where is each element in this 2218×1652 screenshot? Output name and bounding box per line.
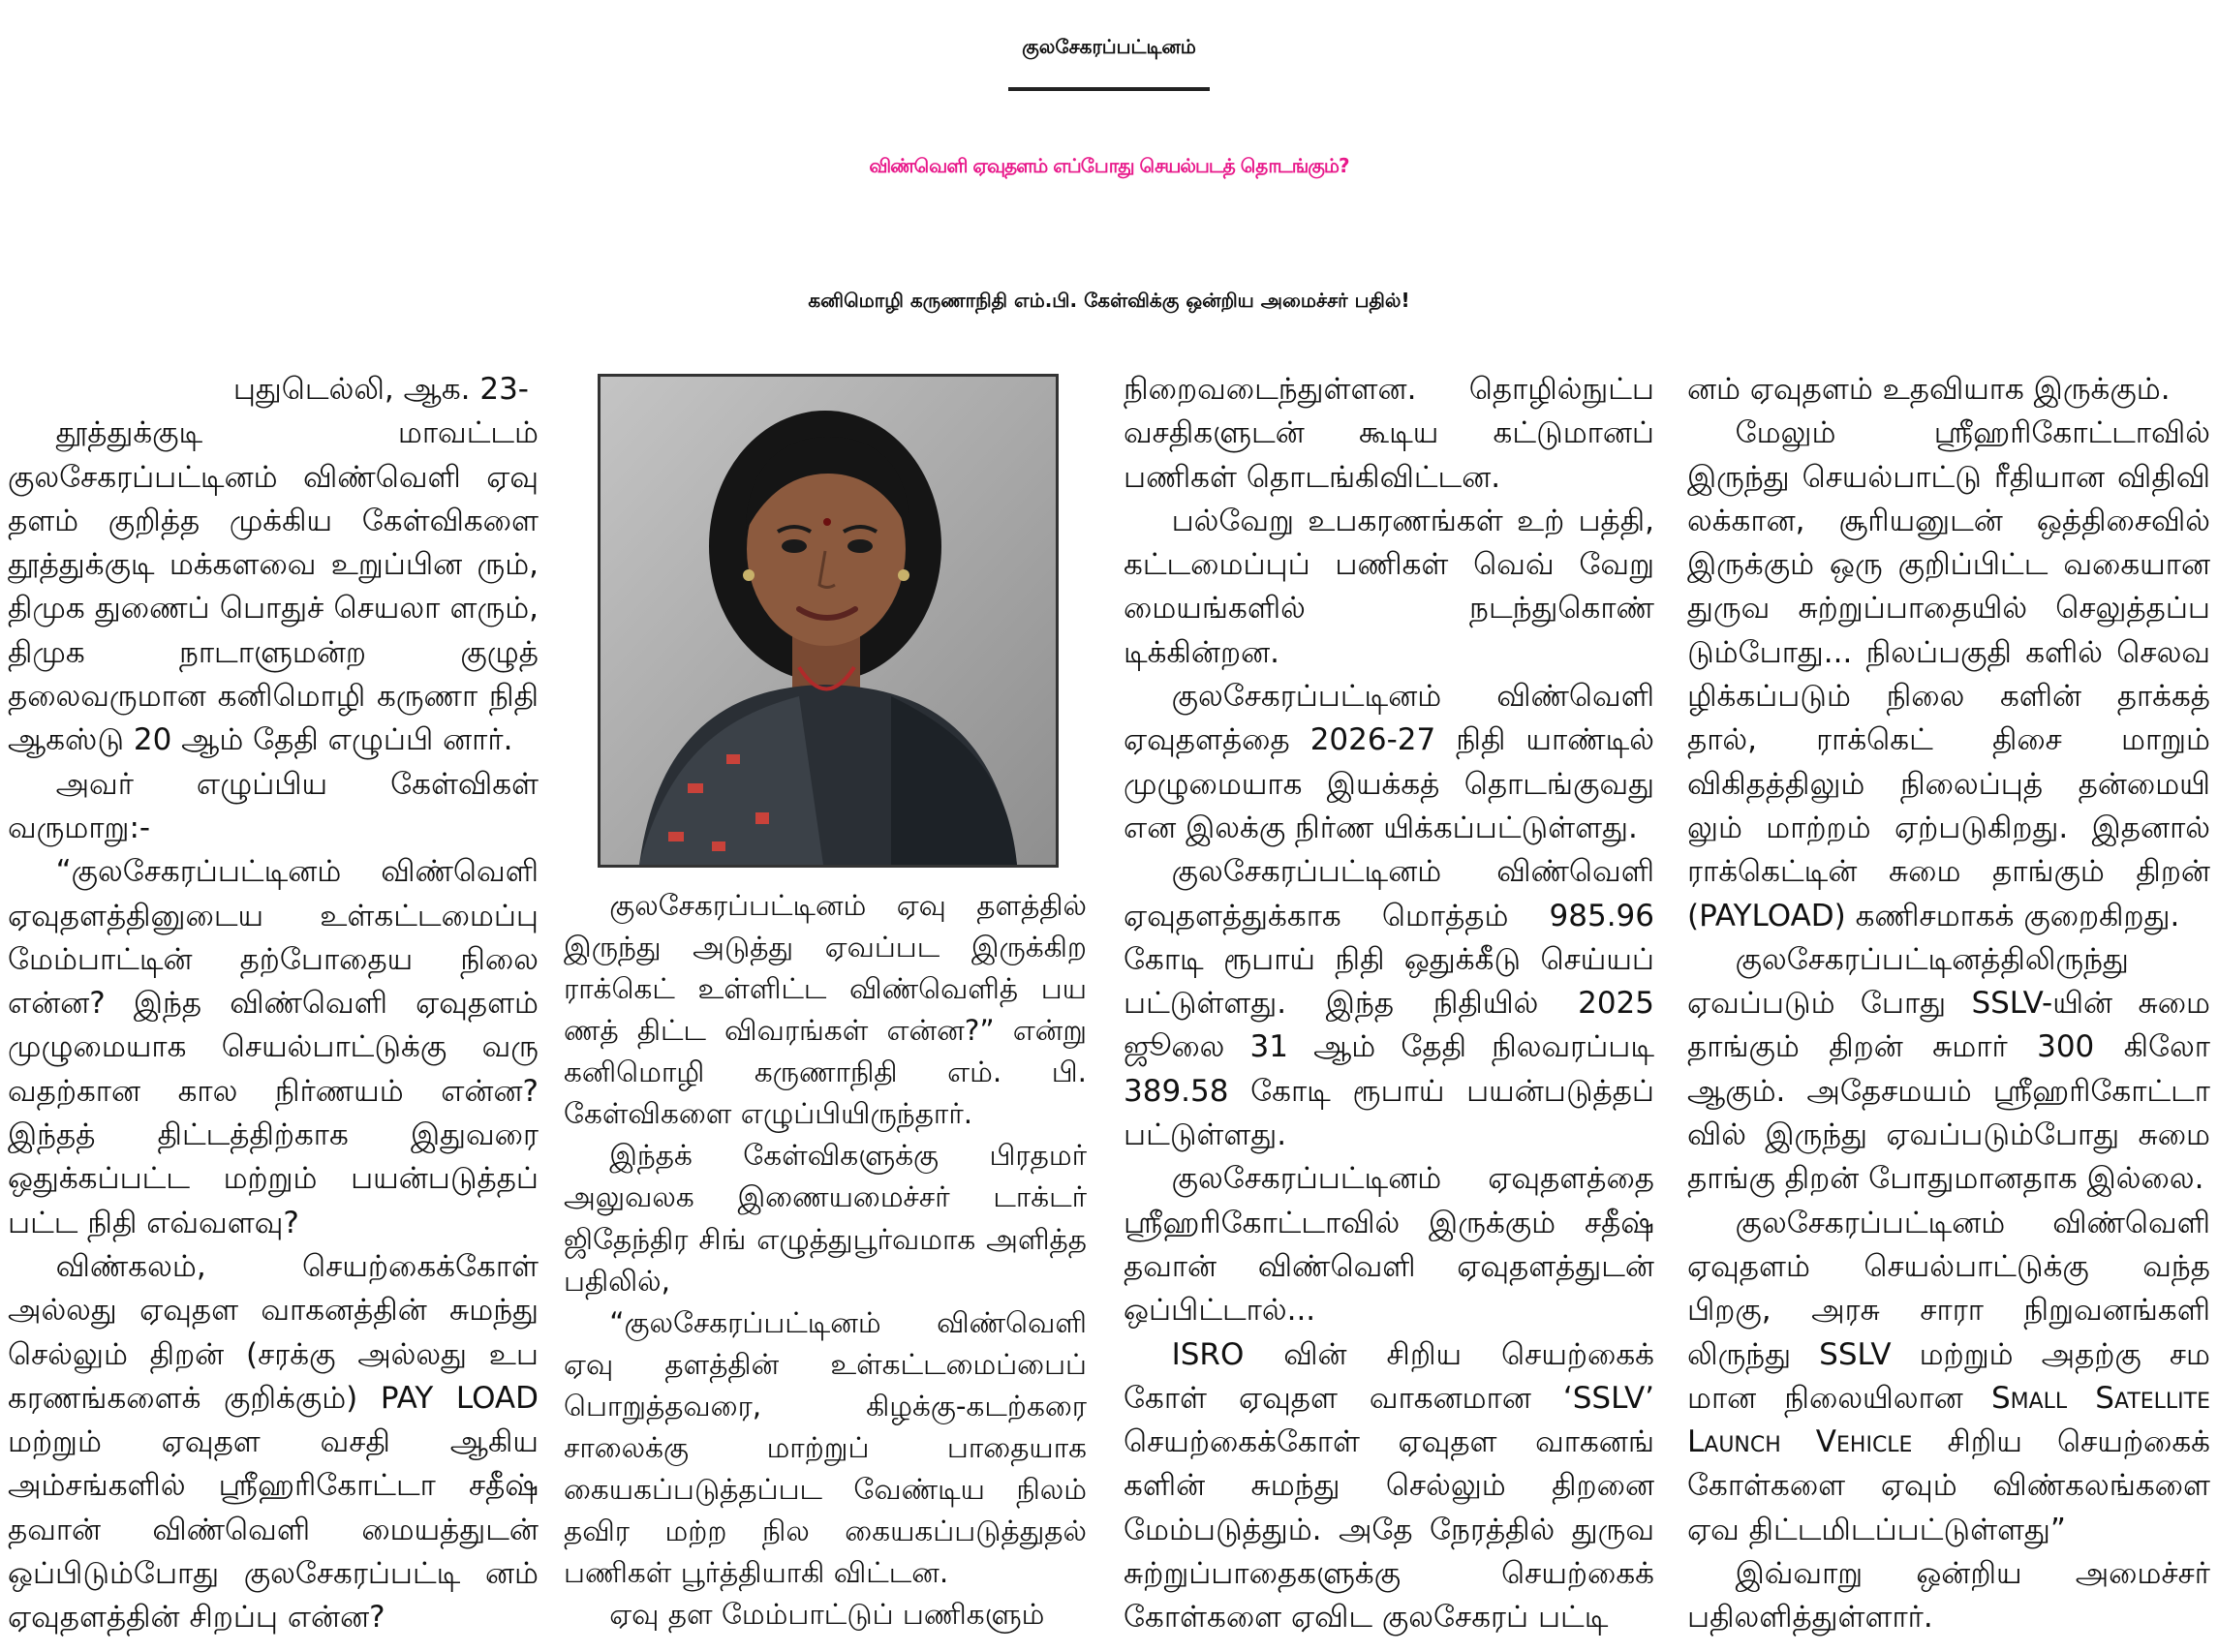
paragraph: னம் ஏவுதளம் உதவியாக இருக்கும். xyxy=(1687,372,2171,407)
paragraph: இவ்வாறு ஒன்றிய அமைச்சர் பதிலளித்துள்ளார். xyxy=(1687,1556,2210,1636)
text-run-smallcaps: Small Satellite Launch Vehicle xyxy=(1687,1380,2210,1460)
column-3 xyxy=(1124,368,1654,1640)
paragraph: குலசேகரப்பட்டினம் ஏவுதளத்தை ஸ்ரீஹரிகோட்டாவில் இருக்கும் சதீஷ் தவான் விண்வெளி ஏவுதளத்துடன் ஒப்பிட்டால்... xyxy=(1124,1161,1654,1329)
paragraph: குலசேகரப்பட்டினம் விண்வெளி ஏவுதளத்தை 2026-27 நிதி யாண்டில் முழுமையாக இயக்கத் தொடங்குவது என இலக்கு நிர்ண யிக்கப்பட்டுள்ளது. xyxy=(1124,679,1654,845)
paragraph: தூத்துக்குடி மாவட்டம் குலசேகரப்பட்டினம் விண்வெளி ஏவு தளம் குறித்த முக்கிய கேள்விகளை தூத்துக்குடி மக்களவை உறுப்பின ரும், திமுக துணைப் பொதுச் செயலா ளரும், திமுக நாடாளுமன்ற குழுத் தலைவருமான கனிமொழி கருணா நிதி ஆகஸ்டு 20 ஆம் தேதி எழுப்பி னார். xyxy=(8,415,539,758)
paragraph: “குலசேகரப்பட்டினம் விண்வெளி ஏவு தளத்தின் உள்கட்டமைப்பைப் பொறுத்தவரை, கிழக்கு-கடற்கரை சாலைக்கு மாற்றுப் பாதையாக கையகப்படுத்தப்பட வேண்டிய நிலம் தவிர மற்ற நில கையகப்படுத்துதல் பணிகள் பூர்த்தியாகி விட்டன. xyxy=(564,1305,1087,1589)
paragraph: குலசேகரப்பட்டினம் ஏவு தளத்தில் இருந்து அடுத்து ஏவப்பட இருக்கிற ராக்கெட் உள்ளிட்ட விண்வெளித் பய ணத் திட்ட விவரங்கள் என்ன?” என்று கனிமொழி கருணாநிதி எம். பி. கேள்விகளை எழுப்பியிருந்தார். xyxy=(564,889,1087,1131)
paragraph xyxy=(1687,1202,2210,1552)
kicker-text: குலசேகரப்பட்டினம் xyxy=(1008,8,1210,91)
paragraph: ISRO வின் சிறிய செயற்கைக் கோள் ஏவுதள வாகனமான ‘SSLV’ செயற்கைக்கோள் ஏவுதள வாகனங் களின் சுமந்து செல்லும் திறனை மேம்படுத்தும். அதே நேரத்தில் துருவ சுற்றுப்பாதைகளுக்கு செயற்கைக் கோள்களை ஏவிட குலசேகரப் பட்டி xyxy=(1124,1336,1654,1636)
column-4 xyxy=(1687,368,2210,1640)
paragraph: “குலசேகரப்பட்டினம் விண்வெளி ஏவுதளத்தினுடைய உள்கட்டமைப்பு மேம்பாட்டின் தற்போதைய நிலை என்ன? இந்த விண்வெளி ஏவுதளம் முழுமையாக செயல்பாட்டுக்கு வரு வதற்கான கால நிர்ணயம் என்ன? இந்தத் திட்டத்திற்காக இதுவரை ஒதுக்கப்பட்ட மற்றும் பயன்படுத்தப் பட்ட நிதி எவ்வளவு? xyxy=(8,854,539,1240)
column-2 xyxy=(564,885,1087,1636)
paragraph: இந்தக் கேள்விகளுக்கு பிரதமர் அலுவலக இணையமைச்சர் டாக்டர் ஜிதேந்திர சிங் எழுத்துபூர்வமாக அளித்த பதிலில், xyxy=(564,1139,1087,1298)
portrait-photo xyxy=(598,374,1059,868)
portrait-illustration-icon xyxy=(601,377,1056,865)
paragraph: ஏவு தள மேம்பாட்டுப் பணிகளும் xyxy=(609,1598,1045,1632)
paragraph: அவர் எழுப்பிய கேள்விகள் வருமாறு:- xyxy=(8,766,539,845)
paragraph: குலசேகரப்பட்டினத்திலிருந்து ஏவப்படும் போது SSLV-யின் சுமை தாங்கும் திறன் சுமார் 300 கிலோ ஆகும். அதேசமயம் ஸ்ரீஹரிகோட்டா வில் இருந்து ஏவப்படும்போது சுமை தாங்கு திறன் போதுமானதாக இல்லை. xyxy=(1687,941,2210,1197)
paragraph: விண்கலம், செயற்கைக்கோள் அல்லது ஏவுதள வாகனத்தின் சுமந்து செல்லும் திறன் (சரக்கு அல்லது உப கரணங்களைக் குறிக்கும்) PAY LOAD மற்றும் ஏவுதள வசதி ஆகிய அம்சங்களில் ஸ்ரீஹரிகோட்டா சதீஷ் தவான் விண்வெளி மையத்துடன் ஒப்பிடும்போது குலசேகரப்பட்டி னம் ஏவுதளத்தின் சிறப்பு என்ன? xyxy=(8,1248,539,1636)
text-run: குலசேகரப்பட்டினம் விண்வெளி ஏவுதளம் செயல்பாட்டுக்கு வந்த பிறகு, அரசு சாரா நிறுவனங்களி லிருந்து SSLV மற்றும் அதற்கு சம மான நிலையிலான xyxy=(1687,1205,2210,1416)
paragraph: குலசேகரப்பட்டினம் விண்வெளி ஏவுதளத்துக்காக மொத்தம் 985.96 கோடி ரூபாய் நிதி ஒதுக்கீடு செய்யப் பட்டுள்ளது. இந்த நிதியில் 2025 ஜூலை 31 ஆம் தேதி நிலவரப்படி 389.58 கோடி ரூபாய் பயன்படுத்தப் பட்டுள்ளது. xyxy=(1124,854,1654,1153)
headline: விண்வெளி ஏவுதளம் எப்போது செயல்படத் தொடங்கும்? xyxy=(869,154,1349,177)
text-run: சிறிய செயற்கைக் கோள்களை ஏவும் விண்கலங்களை ஏவ திட்டமிடப்பட்டுள்ளது” xyxy=(1687,1424,2210,1547)
dateline: புதுடெல்லி, ஆக. 23- xyxy=(232,372,529,407)
subheadline: கனிமொழி கருணாநிதி எம்.பி. கேள்விக்கு ஒன்றிய அமைச்சர் பதில்! xyxy=(808,289,1410,312)
paragraph: மேலும் ஸ்ரீஹரிகோட்டாவில் இருந்து செயல்பாட்டு ரீதியான விதிவி லக்கான, சூரியனுடன் ஒத்திசைவில் இருக்கும் ஒரு குறிப்பிட்ட வகையான துருவ சுற்றுப்பாதையில் செலுத்தப்ப டும்போது... நிலப்பகுதி களில் செலவ ழிக்கப்படும் நிலை களின் தாக்கத் தால், ராக்கெட் திசை மாறும் விகிதத்திலும் நிலைப்புத் தன்மையி லும் மாற்றம் ஏற்படுகிறது. இதனால் ராக்கெட்டின் சுமை தாங்கும் திறன் (PAYLOAD) கணிசமாகக் குறைகிறது. xyxy=(1687,415,2210,933)
paragraph: நிறைவடைந்துள்ளன. தொழில்நுட்ப வசதிகளுடன் கூடிய கட்டுமானப் பணிகள் தொடங்கிவிட்டன. xyxy=(1124,372,1654,495)
column-1 xyxy=(8,368,539,1640)
kicker-heading xyxy=(0,8,2218,91)
paragraph: பல்வேறு உபகரணங்கள் உற் பத்தி, கட்டமைப்புப் பணிகள் வெவ் வேறு மையங்களில் நடந்துகொண் டிக்கின்றன. xyxy=(1124,503,1654,670)
